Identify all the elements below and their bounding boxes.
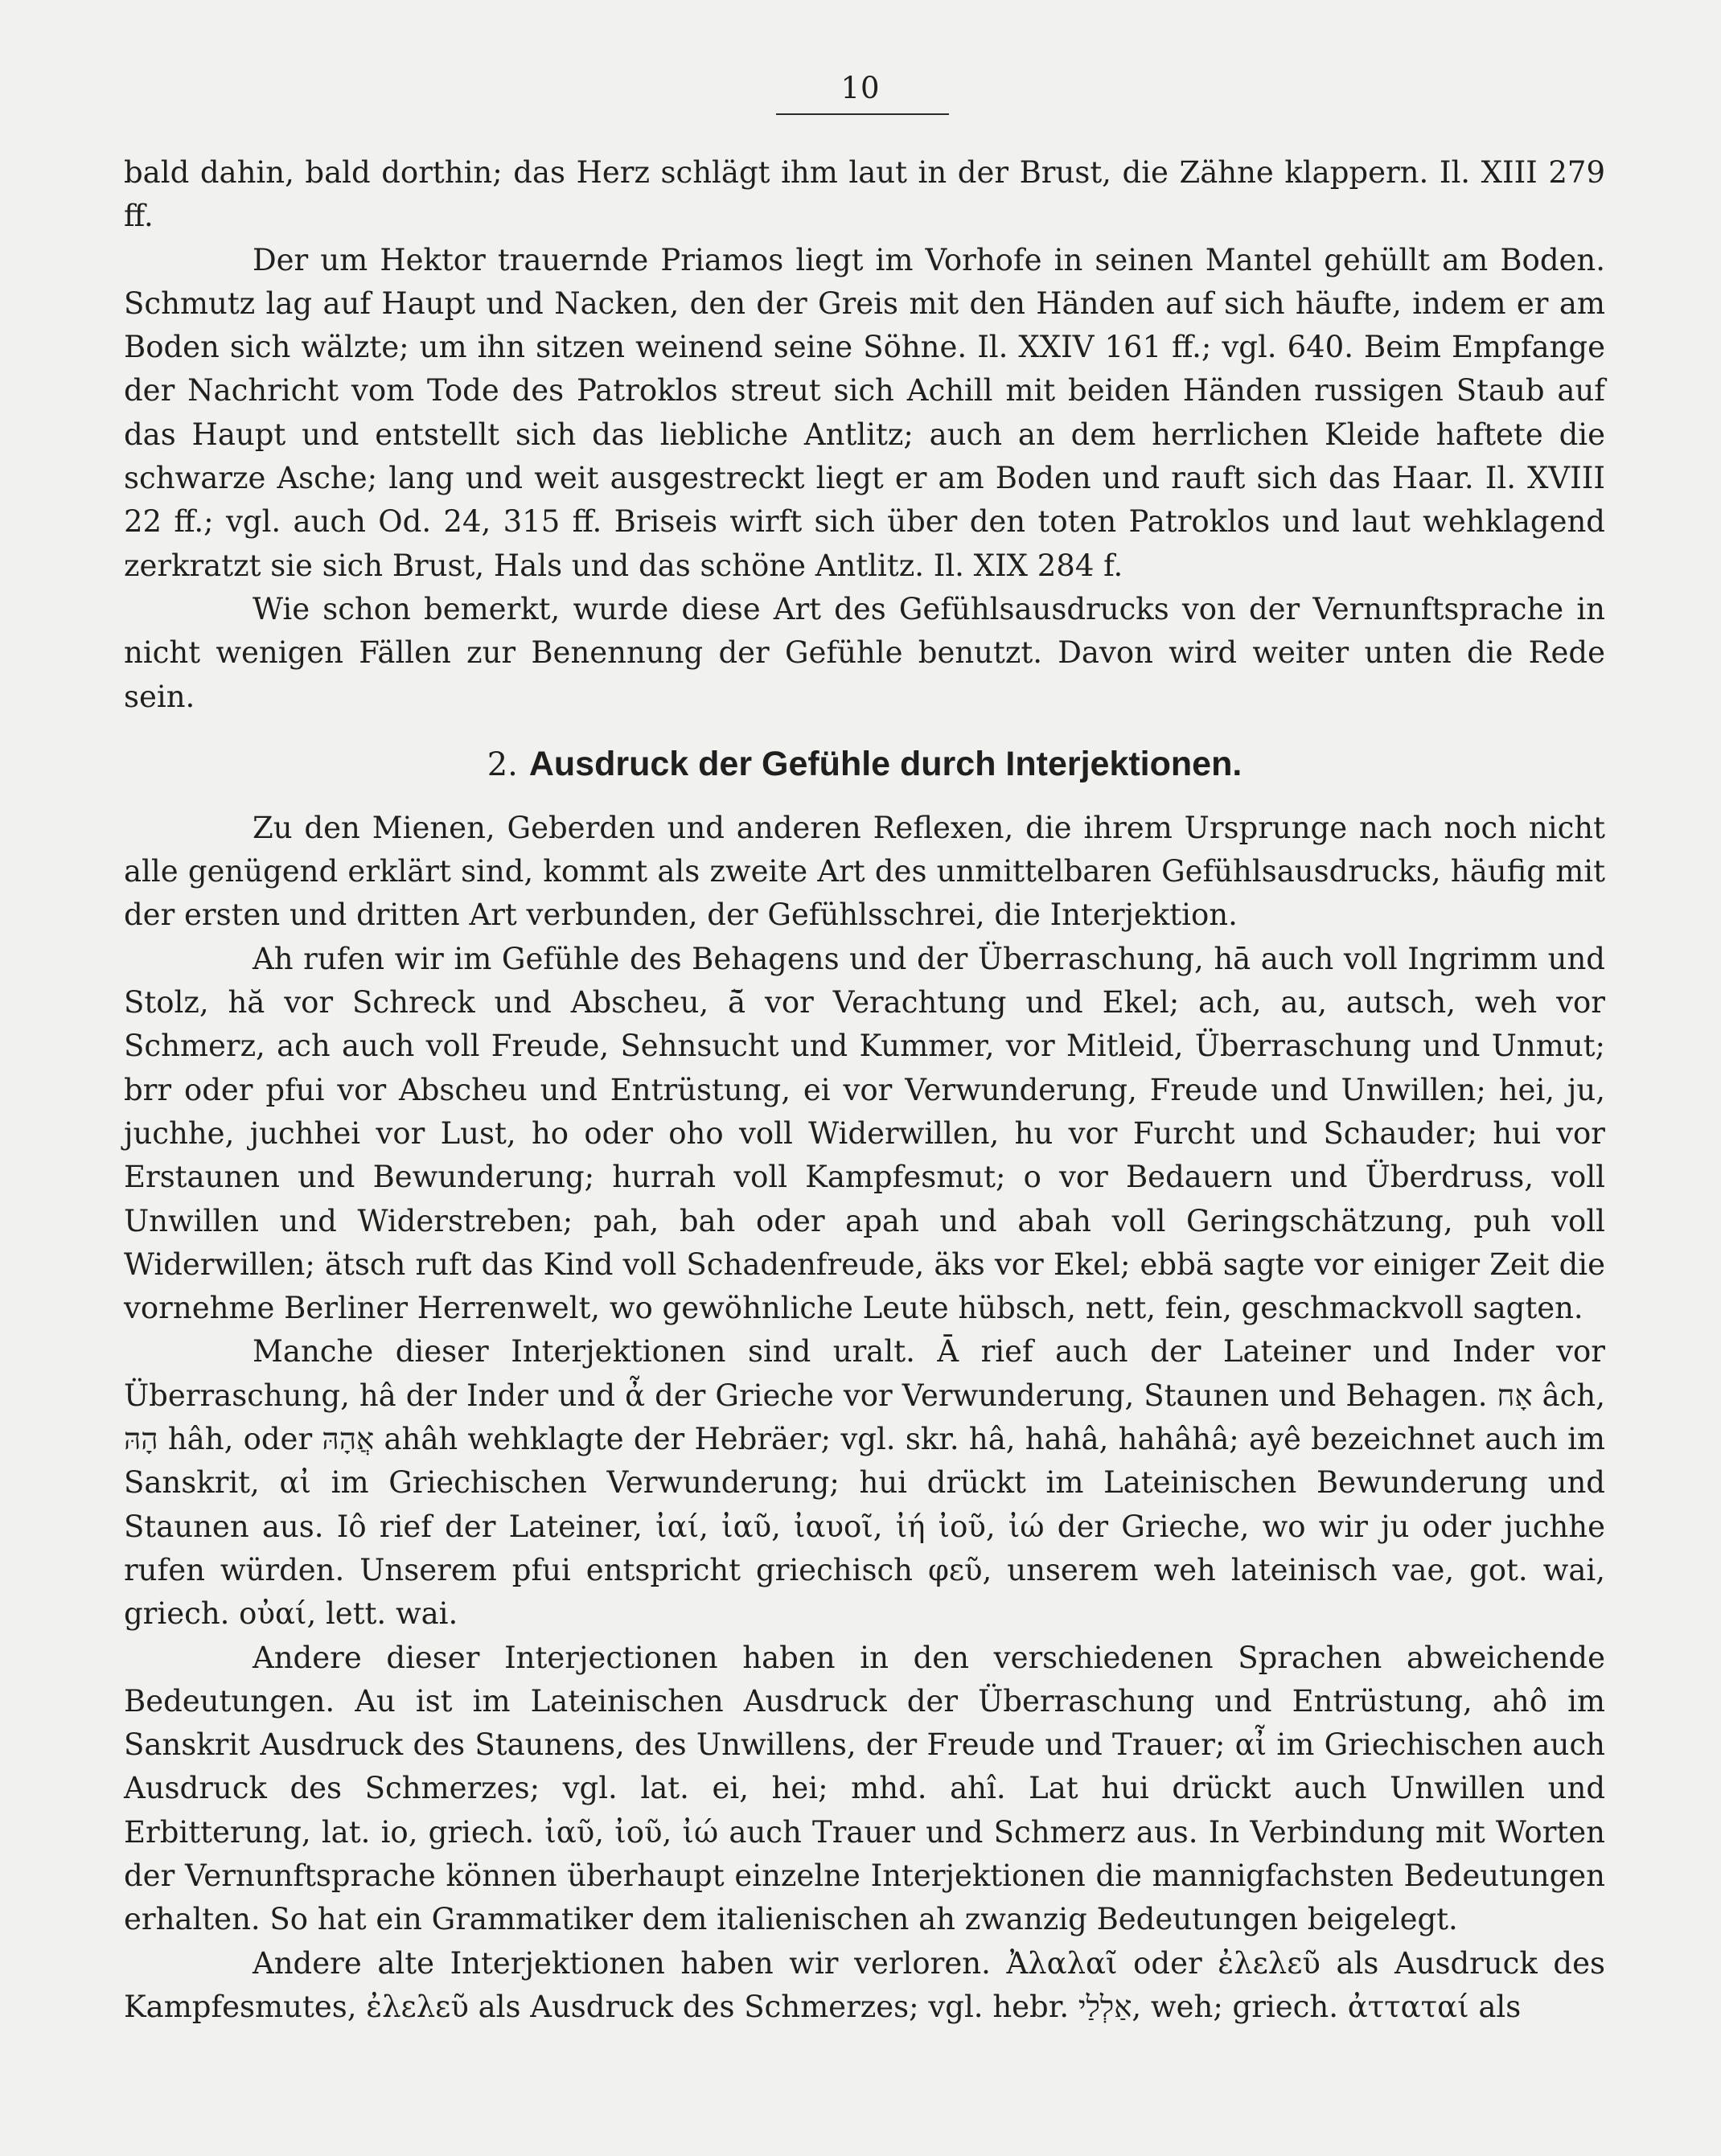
section-number: 2. — [487, 745, 518, 783]
section-title: Ausdruck der Gefühle durch Interjektionen. — [528, 744, 1242, 783]
page-number-rule — [776, 113, 949, 115]
paragraph-vernunftsprache: Wie schon bemerkt, wurde diese Art des Gefühlsausdrucks von der Vernunftsprache in nicht wenigen Fällen zur Benennung der Gefühle benutzt. Davon wird weiter unten die Rede sein. — [124, 591, 1605, 714]
paragraph-abweichende-bedeutungen: Andere dieser Interjectionen haben in den verschiedenen Sprachen abweichende Bedeutungen. Au ist im Lateinischen Ausdruck der Überraschung und Entrüstung, ahô im Sanskrit Ausdruck des Staunens, des Unwillens, der Freude und Trauer; αἶ im Griechischen auch Ausdruck des Schmerzes; vgl. lat. ei, hei; mhd. ahî. Lat hui drückt auch Unwillen und Erbitterung, lat. io, griech. ἰαῦ, ἰοῦ, ἰώ auch Trauer und Schmerz aus. In Verbindung mit Worten der Vernunftsprache können überhaupt einzelne Interjektionen die mannigfachsten Bedeutungen erhalten. So hat ein Grammatiker dem italienischen ah zwanzig Bedeutungen beigelegt. — [124, 1640, 1605, 1937]
page-number: 10 — [840, 71, 881, 105]
paragraph-uralt: Manche dieser Interjektionen sind uralt. Ā rief auch der Lateiner und Inder vor Überraschung, hâ der Inder und ἆ der Grieche vor Verwunderung, Staunen und Behagen. אָח âch, הָהּ hâh, oder אֲהָהּ ahâh wehklagte der Hebräer; vgl. skr. hâ, hahâ, hahâhâ; ayê bezeichnet auch im Sanskrit, αἰ im Griechischen Verwunderung; hui drückt im Lateinischen Bewunderung und Staunen aus. Iô rief der Lateiner, ἰαί, ἰαῦ, ἰαυοῖ, ἰή ἰοῦ, ἰώ der Grieche, wo wir ju oder juchhe rufen würden. Unserem pfui entspricht griechisch φεῦ, unserem weh lateinisch vae, got. wai, griech. οὐαί, lett. wai. — [124, 1334, 1605, 1632]
page-body — [124, 151, 1605, 2029]
paragraph-interjection-list: Ah rufen wir im Gefühle des Behagens und der Überraschung, hā auch voll Ingrimm und Stolz, hă vor Schreck und Abscheu, ā̆ vor Verachtung und Ekel; ach, au, autsch, weh vor Schmerz, ach auch voll Freude, Sehnsucht und Kummer, vor Mitleid, Überraschung und Unmut; brr oder pfui vor Abscheu und Entrüstung, ei vor Verwunderung, Freude und Unwillen; hei, ju, juchhe, juchhei vor Lust, ho oder oho voll Widerwillen, hu vor Furcht und Schauder; hui vor Erstaunen und Bewunderung; hurrah voll Kampfesmut; o vor Bedauern und Überdruss, voll Unwillen und Widerstreben; pah, bah oder apah und abah voll Geringschätzung, puh voll Widerwillen; ätsch ruft das Kind voll Schadenfreude, äks vor Ekel; ebbä sagte vor einiger Zeit die vornehme Berliner Herrenwelt, wo gewöhnliche Leute hübsch, nett, fein, geschmackvoll sagten. — [124, 941, 1605, 1326]
paragraph-continuation: bald dahin, bald dorthin; das Herz schlägt ihm laut in der Brust, die Zähne klappern. Il. XIII 279 ff. — [124, 155, 1605, 234]
paragraph-priamos: Der um Hektor trauernde Priamos liegt im Vorhofe in seinen Mantel gehüllt am Boden. Schmutz lag auf Haupt und Nacken, den der Greis mit den Händen auf sich häufte, indem er am Boden sich wälzte; um ihn sitzen weinend seine Söhne. Il. XXIV 161 ff.; vgl. 640. Beim Empfange der Nachricht vom Tode des Patroklos streut sich Achill mit beiden Händen russigen Staub auf das Haupt und entstellt sich das liebliche Antlitz; auch an dem herrlichen Kleide haftete die schwarze Asche; lang und weit ausgestreckt liegt er am Boden und rauft sich das Haar. Il. XVIII 22 ff.; vgl. auch Od. 24, 315 ff. Briseis wirft sich über den toten Patroklos und laut wehklagend zerkratzt sie sich Brust, Hals und das schöne Antlitz. Il. XIX 284 f. — [124, 242, 1605, 583]
section-heading — [124, 741, 1605, 787]
paragraph-verloren: Andere alte Interjektionen haben wir verloren. Ἀλαλαῖ oder ἐλελεῦ als Ausdruck des Kampfesmutes, ἐλελεῦ als Ausdruck des Schmerzes; vgl. hebr. אַלְלַי, weh; griech. ἀτταταί als — [124, 1945, 1605, 2024]
paragraph-gefuehlsschrei: Zu den Mienen, Geberden und anderen Reflexen, die ihrem Ursprunge nach noch nicht alle genügend erklärt sind, kommt als zweite Art des unmittelbaren Gefühlsausdrucks, häufig mit der ersten und dritten Art verbunden, der Gefühlsschrei, die Interjektion. — [124, 810, 1605, 933]
